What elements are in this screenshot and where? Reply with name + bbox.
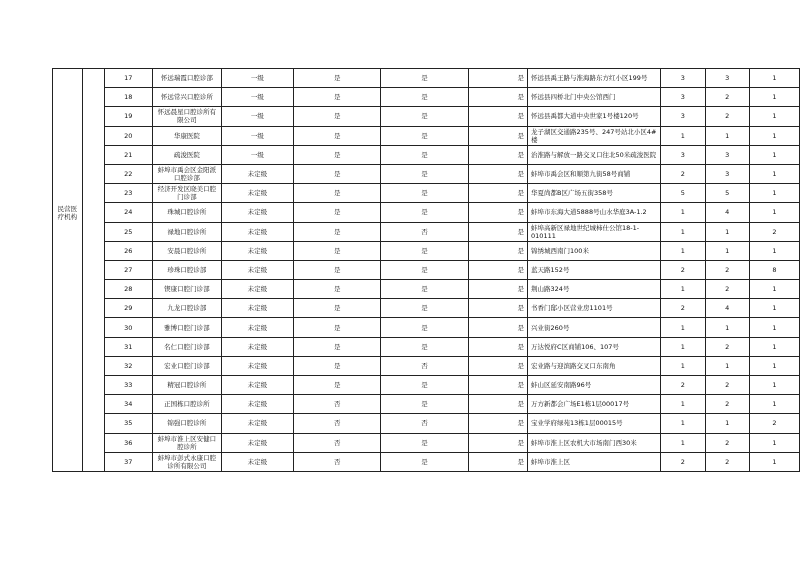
row-number-cell: 32 xyxy=(104,356,152,375)
grade-level-cell: 一级 xyxy=(221,69,293,88)
table-row xyxy=(53,376,800,395)
flag-b-cell: 是 xyxy=(381,433,468,452)
flag-b-cell: 是 xyxy=(381,184,468,203)
flag-a-cell: 是 xyxy=(294,260,381,279)
count-3-cell: 1 xyxy=(749,184,799,203)
institution-name-cell: 怀远晨星口腔诊所有限公司 xyxy=(153,107,222,126)
row-number-cell: 31 xyxy=(104,337,152,356)
count-1-cell: 5 xyxy=(661,184,705,203)
row-number-cell: 33 xyxy=(104,376,152,395)
count-3-cell: 1 xyxy=(749,241,799,260)
flag-b-cell: 否 xyxy=(381,356,468,375)
count-2-cell: 1 xyxy=(705,356,749,375)
grade-level-cell: 未定级 xyxy=(221,376,293,395)
count-1-cell: 2 xyxy=(661,164,705,183)
grade-level-cell: 一级 xyxy=(221,126,293,145)
institution-name-cell: 雅博口腔门诊部 xyxy=(153,318,222,337)
count-2-cell: 5 xyxy=(705,184,749,203)
flag-b-cell: 是 xyxy=(381,452,468,471)
table-row xyxy=(53,433,800,452)
row-number-cell: 21 xyxy=(104,145,152,164)
table-row xyxy=(53,203,800,222)
count-3-cell: 1 xyxy=(749,452,799,471)
count-1-cell: 1 xyxy=(661,318,705,337)
grade-level-cell: 未定级 xyxy=(221,395,293,414)
row-number-cell: 17 xyxy=(104,69,152,88)
count-1-cell: 3 xyxy=(661,145,705,164)
institution-name-cell: 正国栋口腔诊所 xyxy=(153,395,222,414)
table-row xyxy=(53,88,800,107)
grade-level-cell: 未定级 xyxy=(221,318,293,337)
institution-name-cell: 华康医院 xyxy=(153,126,222,145)
flag-b-cell: 否 xyxy=(381,222,468,241)
institution-name-cell: 怀远常兴口腔诊所 xyxy=(153,88,222,107)
count-2-cell: 2 xyxy=(705,395,749,414)
table-row xyxy=(53,222,800,241)
count-3-cell: 1 xyxy=(749,376,799,395)
institution-name-cell: 疏浚医院 xyxy=(153,145,222,164)
count-3-cell: 1 xyxy=(749,88,799,107)
flag-a-cell: 是 xyxy=(294,318,381,337)
count-3-cell: 1 xyxy=(749,107,799,126)
flag-c-cell: 是 xyxy=(468,222,527,241)
count-1-cell: 3 xyxy=(661,69,705,88)
row-number-cell: 29 xyxy=(104,299,152,318)
flag-b-cell: 是 xyxy=(381,318,468,337)
table-row xyxy=(53,241,800,260)
table-row xyxy=(53,145,800,164)
count-3-cell: 1 xyxy=(749,318,799,337)
row-number-cell: 34 xyxy=(104,395,152,414)
row-number-cell: 18 xyxy=(104,88,152,107)
row-number-cell: 35 xyxy=(104,414,152,433)
count-2-cell: 3 xyxy=(705,164,749,183)
count-3-cell: 1 xyxy=(749,126,799,145)
count-1-cell: 2 xyxy=(661,299,705,318)
count-1-cell: 1 xyxy=(661,337,705,356)
row-number-cell: 19 xyxy=(104,107,152,126)
count-2-cell: 2 xyxy=(705,337,749,356)
address-cell: 蓝天路152号 xyxy=(528,260,661,279)
table-row xyxy=(53,356,800,375)
count-3-cell: 1 xyxy=(749,203,799,222)
flag-b-cell: 否 xyxy=(381,414,468,433)
flag-a-cell: 否 xyxy=(294,452,381,471)
address-cell: 蚌埠高新区禄地世纪城柿仕公馆18-1-010111 xyxy=(528,222,661,241)
count-2-cell: 1 xyxy=(705,241,749,260)
address-cell: 宝业学府绿苑13栋1层00015号 xyxy=(528,414,661,433)
flag-c-cell: 是 xyxy=(468,376,527,395)
flag-a-cell: 是 xyxy=(294,203,381,222)
flag-a-cell: 是 xyxy=(294,280,381,299)
address-cell: 蚌埠市淮上区农机大市场南门西30米 xyxy=(528,433,661,452)
row-number-cell: 23 xyxy=(104,184,152,203)
grade-level-cell: 未定级 xyxy=(221,280,293,299)
flag-c-cell: 是 xyxy=(468,241,527,260)
flag-c-cell: 是 xyxy=(468,452,527,471)
address-cell: 宏业路与迎滨路交叉口东南角 xyxy=(528,356,661,375)
count-1-cell: 2 xyxy=(661,452,705,471)
flag-c-cell: 是 xyxy=(468,203,527,222)
count-3-cell: 2 xyxy=(749,414,799,433)
row-number-cell: 26 xyxy=(104,241,152,260)
flag-b-cell: 是 xyxy=(381,203,468,222)
row-number-cell: 20 xyxy=(104,126,152,145)
table-row xyxy=(53,69,800,88)
flag-c-cell: 是 xyxy=(468,280,527,299)
count-1-cell: 1 xyxy=(661,414,705,433)
count-1-cell: 1 xyxy=(661,222,705,241)
grade-level-cell: 未定级 xyxy=(221,452,293,471)
address-cell: 蚌埠市东海大道5888号山水华庭3A-1.2 xyxy=(528,203,661,222)
count-1-cell: 2 xyxy=(661,376,705,395)
flag-a-cell: 是 xyxy=(294,337,381,356)
institution-name-cell: 名仁口腔门诊部 xyxy=(153,337,222,356)
count-3-cell: 1 xyxy=(749,433,799,452)
flag-b-cell: 是 xyxy=(381,88,468,107)
flag-c-cell: 是 xyxy=(468,414,527,433)
count-3-cell: 2 xyxy=(749,222,799,241)
flag-a-cell: 是 xyxy=(294,164,381,183)
flag-b-cell: 是 xyxy=(381,145,468,164)
institution-name-cell: 九龙口腔诊部 xyxy=(153,299,222,318)
grade-level-cell: 一级 xyxy=(221,88,293,107)
flag-c-cell: 是 xyxy=(468,337,527,356)
count-3-cell: 1 xyxy=(749,395,799,414)
table-row xyxy=(53,260,800,279)
flag-b-cell: 是 xyxy=(381,164,468,183)
table-row xyxy=(53,414,800,433)
count-2-cell: 3 xyxy=(705,69,749,88)
table-row xyxy=(53,107,800,126)
institution-name-cell: 锦强口腔诊所 xyxy=(153,414,222,433)
table-row xyxy=(53,395,800,414)
flag-c-cell: 是 xyxy=(468,299,527,318)
row-number-cell: 25 xyxy=(104,222,152,241)
group-label: 民营医疗机构 xyxy=(57,204,78,221)
flag-a-cell: 是 xyxy=(294,107,381,126)
table-row xyxy=(53,126,800,145)
count-1-cell: 1 xyxy=(661,241,705,260)
count-2-cell: 1 xyxy=(705,222,749,241)
address-cell: 万方新都会广场E1栋1层00017号 xyxy=(528,395,661,414)
flag-a-cell: 是 xyxy=(294,69,381,88)
blank-column-cell xyxy=(82,69,104,472)
count-2-cell: 1 xyxy=(705,318,749,337)
institution-name-cell: 精冠口腔诊所 xyxy=(153,376,222,395)
row-number-cell: 24 xyxy=(104,203,152,222)
count-2-cell: 4 xyxy=(705,299,749,318)
flag-a-cell: 是 xyxy=(294,376,381,395)
flag-b-cell: 是 xyxy=(381,241,468,260)
table-row xyxy=(53,164,800,183)
table-row xyxy=(53,299,800,318)
flag-c-cell: 是 xyxy=(468,318,527,337)
institution-name-cell: 珠城口腔诊所 xyxy=(153,203,222,222)
count-1-cell: 1 xyxy=(661,395,705,414)
flag-a-cell: 否 xyxy=(294,414,381,433)
institution-name-cell: 宏业口腔门诊部 xyxy=(153,356,222,375)
table-body xyxy=(53,69,800,472)
address-cell: 万达悦府C区商铺106、107号 xyxy=(528,337,661,356)
flag-a-cell: 是 xyxy=(294,299,381,318)
flag-c-cell: 是 xyxy=(468,69,527,88)
count-2-cell: 2 xyxy=(705,107,749,126)
institution-table xyxy=(52,68,800,472)
grade-level-cell: 一级 xyxy=(221,107,293,126)
flag-b-cell: 是 xyxy=(381,337,468,356)
address-cell: 书香门邸小区营业房1101号 xyxy=(528,299,661,318)
flag-b-cell: 是 xyxy=(381,260,468,279)
flag-a-cell: 是 xyxy=(294,88,381,107)
institution-name-cell: 怀远瑞霞口腔诊部 xyxy=(153,69,222,88)
flag-c-cell: 是 xyxy=(468,107,527,126)
address-cell: 龙子湖区交通路235号、247号站北小区4#楼 xyxy=(528,126,661,145)
address-cell: 蚌埠市淮上区 xyxy=(528,452,661,471)
flag-c-cell: 是 xyxy=(468,356,527,375)
institution-name-cell: 锲康口腔门诊部 xyxy=(153,280,222,299)
count-1-cell: 1 xyxy=(661,203,705,222)
flag-c-cell: 是 xyxy=(468,145,527,164)
table-row xyxy=(53,318,800,337)
count-3-cell: 1 xyxy=(749,280,799,299)
count-2-cell: 2 xyxy=(705,452,749,471)
flag-c-cell: 是 xyxy=(468,164,527,183)
count-2-cell: 2 xyxy=(705,376,749,395)
count-3-cell: 8 xyxy=(749,260,799,279)
institution-name-cell: 安晨口腔诊所 xyxy=(153,241,222,260)
grade-level-cell: 未定级 xyxy=(221,356,293,375)
flag-a-cell: 否 xyxy=(294,395,381,414)
grade-level-cell: 未定级 xyxy=(221,184,293,203)
address-cell: 华夏尚都B区广场五街358号 xyxy=(528,184,661,203)
flag-b-cell: 是 xyxy=(381,69,468,88)
flag-a-cell: 是 xyxy=(294,126,381,145)
table-row xyxy=(53,337,800,356)
institution-name-cell: 蚌埠市彭式永康口腔诊所有限公司 xyxy=(153,452,222,471)
flag-a-cell: 是 xyxy=(294,241,381,260)
institution-name-cell: 蚌埠市淮上区安健口腔诊所 xyxy=(153,433,222,452)
flag-a-cell: 是 xyxy=(294,222,381,241)
address-cell: 怀远县四桥北门中央公馆西门 xyxy=(528,88,661,107)
count-1-cell: 1 xyxy=(661,433,705,452)
count-1-cell: 3 xyxy=(661,88,705,107)
row-number-cell: 22 xyxy=(104,164,152,183)
count-1-cell: 1 xyxy=(661,280,705,299)
table-row xyxy=(53,280,800,299)
table-row xyxy=(53,184,800,203)
row-number-cell: 37 xyxy=(104,452,152,471)
address-cell: 锦绣城西南门100米 xyxy=(528,241,661,260)
address-cell: 荆山路324号 xyxy=(528,280,661,299)
count-2-cell: 1 xyxy=(705,414,749,433)
flag-b-cell: 是 xyxy=(381,107,468,126)
grade-level-cell: 未定级 xyxy=(221,299,293,318)
flag-b-cell: 是 xyxy=(381,395,468,414)
count-2-cell: 2 xyxy=(705,260,749,279)
flag-c-cell: 是 xyxy=(468,433,527,452)
flag-a-cell: 否 xyxy=(294,433,381,452)
institution-name-cell: 珍珠口腔诊部 xyxy=(153,260,222,279)
count-2-cell: 4 xyxy=(705,203,749,222)
grade-level-cell: 未定级 xyxy=(221,164,293,183)
count-3-cell: 1 xyxy=(749,69,799,88)
address-cell: 蚌山区延安南路96号 xyxy=(528,376,661,395)
count-3-cell: 1 xyxy=(749,145,799,164)
count-3-cell: 1 xyxy=(749,299,799,318)
institution-name-cell: 经济开发区晓美口腔门诊部 xyxy=(153,184,222,203)
count-1-cell: 2 xyxy=(661,260,705,279)
grade-level-cell: 未定级 xyxy=(221,414,293,433)
flag-c-cell: 是 xyxy=(468,184,527,203)
count-2-cell: 3 xyxy=(705,145,749,164)
grade-level-cell: 未定级 xyxy=(221,222,293,241)
flag-b-cell: 是 xyxy=(381,376,468,395)
row-number-cell: 30 xyxy=(104,318,152,337)
count-2-cell: 2 xyxy=(705,433,749,452)
flag-b-cell: 是 xyxy=(381,126,468,145)
row-number-cell: 36 xyxy=(104,433,152,452)
count-3-cell: 1 xyxy=(749,337,799,356)
flag-a-cell: 是 xyxy=(294,145,381,164)
count-3-cell: 1 xyxy=(749,356,799,375)
institution-name-cell: 蚌埠市禹会区金阳派口腔诊部 xyxy=(153,164,222,183)
count-1-cell: 3 xyxy=(661,107,705,126)
grade-level-cell: 未定级 xyxy=(221,433,293,452)
grade-level-cell: 一级 xyxy=(221,145,293,164)
flag-a-cell: 是 xyxy=(294,356,381,375)
flag-c-cell: 是 xyxy=(468,395,527,414)
flag-c-cell: 是 xyxy=(468,260,527,279)
address-cell: 治淮路与解放一路交叉口往北50米疏浚医院 xyxy=(528,145,661,164)
count-2-cell: 2 xyxy=(705,280,749,299)
count-3-cell: 1 xyxy=(749,164,799,183)
institution-name-cell: 禄地口腔诊所 xyxy=(153,222,222,241)
count-2-cell: 2 xyxy=(705,88,749,107)
address-cell: 怀远县禹都大道中央世家1号楼120号 xyxy=(528,107,661,126)
group-label-cell xyxy=(53,69,83,472)
count-1-cell: 1 xyxy=(661,356,705,375)
flag-b-cell: 是 xyxy=(381,280,468,299)
flag-c-cell: 是 xyxy=(468,88,527,107)
flag-a-cell: 是 xyxy=(294,184,381,203)
grade-level-cell: 未定级 xyxy=(221,203,293,222)
count-2-cell: 1 xyxy=(705,126,749,145)
address-cell: 蚌埠市禹会区和顺第九街58号商铺 xyxy=(528,164,661,183)
table-row xyxy=(53,452,800,471)
count-1-cell: 1 xyxy=(661,126,705,145)
address-cell: 怀远县禹王路与淮海路东方红小区199号 xyxy=(528,69,661,88)
row-number-cell: 28 xyxy=(104,280,152,299)
grade-level-cell: 未定级 xyxy=(221,241,293,260)
row-number-cell: 27 xyxy=(104,260,152,279)
flag-b-cell: 是 xyxy=(381,299,468,318)
grade-level-cell: 未定级 xyxy=(221,337,293,356)
grade-level-cell: 未定级 xyxy=(221,260,293,279)
flag-c-cell: 是 xyxy=(468,126,527,145)
address-cell: 兴业街260号 xyxy=(528,318,661,337)
